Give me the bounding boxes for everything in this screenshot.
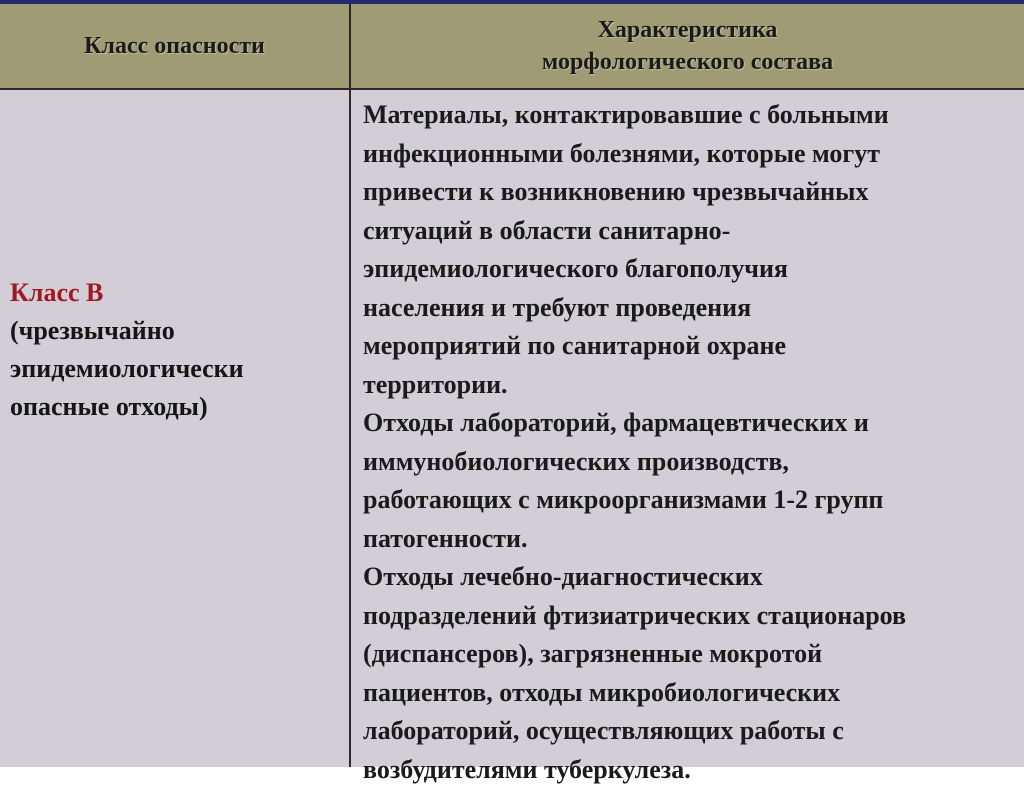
description-line: ситуаций в области санитарно- xyxy=(363,212,1018,251)
description-line: территории. xyxy=(363,366,1018,405)
description-line: Материалы, контактировавшие с больными xyxy=(363,96,1018,135)
class-desc-line: (чрезвычайно xyxy=(10,312,340,350)
hazard-class-table xyxy=(0,4,1024,767)
header-characteristics xyxy=(351,4,1024,88)
class-desc-line: эпидемиологически xyxy=(10,350,340,388)
header-hazard-class-label: Класс опасности xyxy=(84,30,265,62)
description-line: возбудителями туберкулеза. xyxy=(363,751,1018,789)
description-line: Отходы лечебно-диагностических xyxy=(363,558,1018,597)
description-line: подразделений фтизиатрических стационаров xyxy=(363,597,1018,636)
description-line: привести к возникновению чрезвычайных xyxy=(363,173,1018,212)
description-line: Отходы лабораторий, фармацевтических и xyxy=(363,404,1018,443)
header-hazard-class xyxy=(0,4,349,88)
header-characteristics-line1: Характеристика xyxy=(598,14,778,46)
description-cell xyxy=(363,96,1018,789)
header-characteristics-line2: морфологического состава xyxy=(542,46,833,78)
class-name: Класс В xyxy=(10,274,340,312)
column-divider xyxy=(349,4,351,767)
description-line: иммунобиологических производств, xyxy=(363,443,1018,482)
description-line: эпидемиологического благополучия xyxy=(363,250,1018,289)
description-line: инфекционными болезнями, которые могут xyxy=(363,135,1018,174)
description-line: работающих с микроорганизмами 1-2 групп xyxy=(363,481,1018,520)
description-line: патогенности. xyxy=(363,520,1018,559)
description-line: лабораторий, осуществляющих работы с xyxy=(363,712,1018,751)
description-line: населения и требуют проведения xyxy=(363,289,1018,328)
description-line: (диспансеров), загрязненные мокротой xyxy=(363,635,1018,674)
description-line: пациентов, отходы микробиологических xyxy=(363,674,1018,713)
class-desc-line: опасные отходы) xyxy=(10,388,340,426)
description-line: мероприятий по санитарной охране xyxy=(363,327,1018,366)
class-cell xyxy=(10,274,340,426)
